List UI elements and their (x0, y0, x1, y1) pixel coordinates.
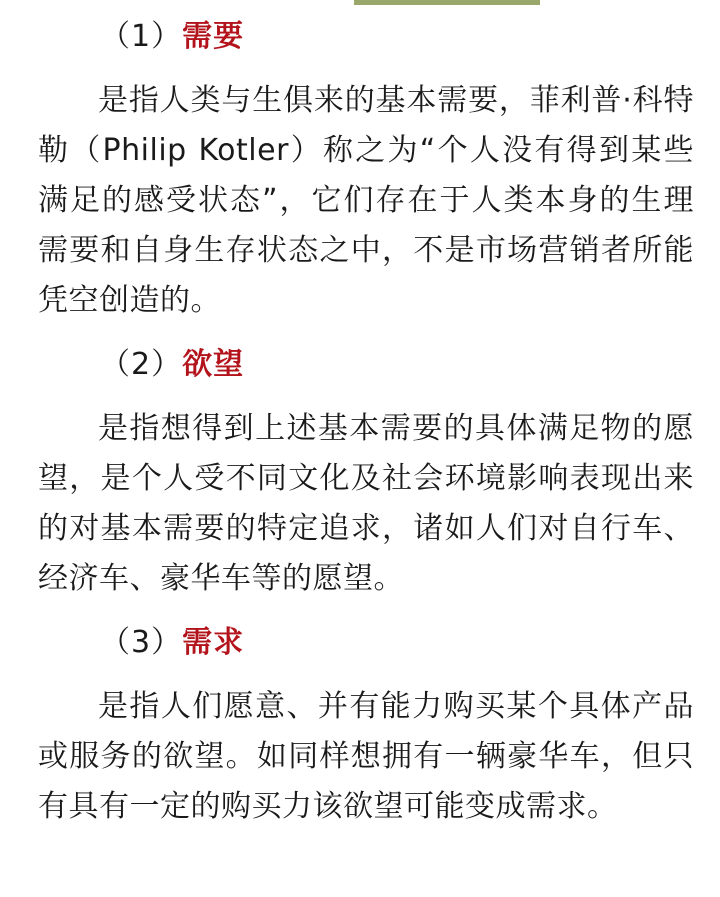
section-paragraph-1: 是指人类与生俱来的基本需要，菲利普·科特勒（Philip Kotler）称之为“个人没有得到某些满足的感受状态”，它们存在于人类本身的生理需要和自身生存状态之中，不是市场营销者所能凭空创造的。 (38, 83, 694, 318)
section-number-2: （2） (100, 347, 183, 382)
section-term-1: 需要 (182, 19, 245, 54)
section-heading-3 (38, 618, 694, 668)
section-term-3: 需求 (182, 625, 245, 660)
section-number-3: （3） (100, 625, 183, 660)
section-heading-2 (38, 340, 694, 390)
article-body (38, 12, 694, 846)
section-paragraph-2: 是指想得到上述基本需要的具体满足物的愿望，是个人受不同文化及社会环境影响表现出来的对基本需要的特定追求，诸如人们对自行车、经济车、豪华车等的愿望。 (38, 411, 694, 596)
section-paragraph-3: 是指人们愿意、并有能力购买某个具体产品或服务的欲望。如同样想拥有一辆豪华车，但只有具有一定的购买力该欲望可能变成需求。 (38, 689, 694, 824)
section-number-1: （1） (100, 19, 183, 54)
top-accent-bar (354, 0, 540, 5)
section-heading-1 (38, 12, 694, 62)
section-term-2: 欲望 (182, 347, 245, 382)
